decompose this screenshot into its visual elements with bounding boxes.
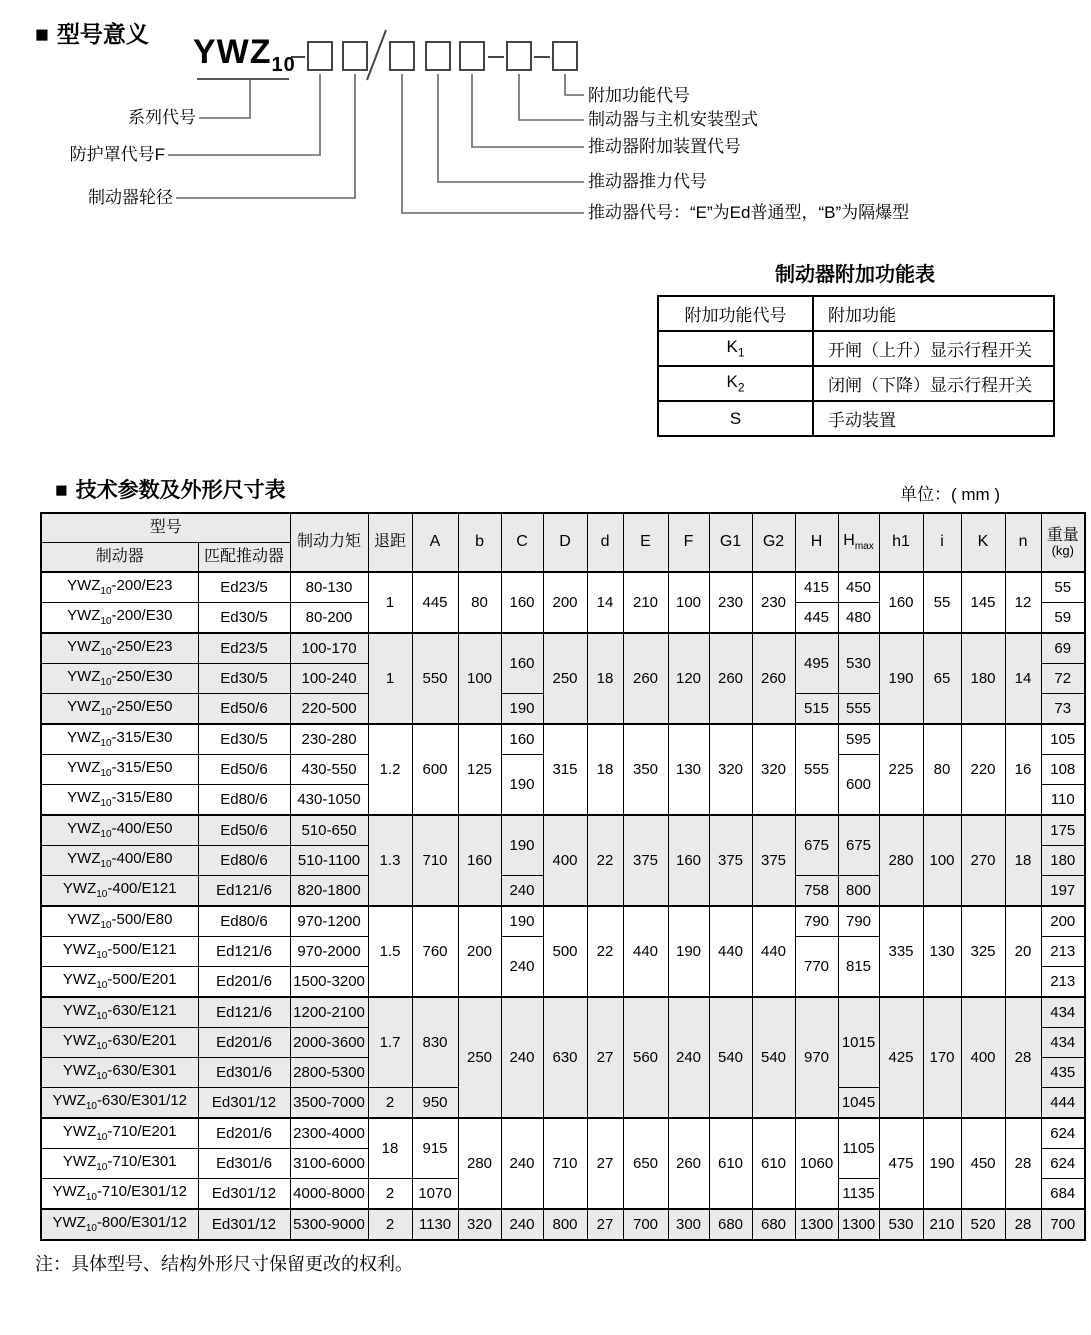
data-cell: 69: [1041, 633, 1085, 664]
table-row: [41, 572, 1085, 603]
data-cell: 425: [879, 997, 923, 1118]
data-cell: 28: [1005, 997, 1041, 1118]
data-cell: 160: [501, 572, 543, 633]
data-cell: 950: [412, 1088, 458, 1119]
data-cell: 210: [623, 572, 668, 633]
data-cell: 240: [668, 997, 709, 1118]
data-cell: 320: [709, 724, 752, 815]
column-header: K: [961, 513, 1005, 572]
data-cell: 260: [752, 633, 795, 724]
data-cell: 815: [838, 937, 879, 998]
model-cell: $YWZ_{10}-250/E50$: [41, 694, 198, 725]
data-cell: 445: [412, 572, 458, 633]
fn-column-header: 附加功能代号: [658, 296, 813, 331]
data-cell: 190: [923, 1118, 961, 1209]
data-cell: Ed50/6: [198, 755, 290, 785]
data-cell: 800: [543, 1209, 587, 1240]
data-cell: 2300-4000: [290, 1118, 368, 1149]
data-cell: 270: [961, 815, 1005, 906]
data-cell: 450: [838, 572, 879, 603]
data-cell: Ed201/6: [198, 1118, 290, 1149]
fn-code-cell: S: [658, 401, 813, 436]
data-cell: 16: [1005, 724, 1041, 815]
data-cell: 73: [1041, 694, 1085, 725]
data-cell: 120: [668, 633, 709, 724]
data-cell: 130: [668, 724, 709, 815]
data-cell: 1105: [838, 1118, 879, 1179]
bullet-square-icon: ■: [55, 479, 68, 502]
data-cell: 1300: [838, 1209, 879, 1240]
table-row: [41, 997, 1085, 1028]
data-cell: 190: [501, 694, 543, 725]
data-cell: 1500-3200: [290, 967, 368, 998]
data-cell: 300: [668, 1209, 709, 1240]
data-cell: 3100-6000: [290, 1149, 368, 1179]
data-cell: 5300-9000: [290, 1209, 368, 1240]
model-cell: $YWZ_{10}-400/E121$: [41, 876, 198, 907]
data-cell: 100: [458, 633, 501, 724]
data-cell: 530: [838, 633, 879, 694]
section-title-tech-params: [55, 474, 286, 504]
data-cell: 59: [1041, 603, 1085, 634]
data-cell: 180: [961, 633, 1005, 724]
data-cell: 14: [587, 572, 623, 633]
data-cell: Ed121/6: [198, 876, 290, 907]
data-cell: 225: [879, 724, 923, 815]
data-cell: 240: [501, 1118, 543, 1209]
data-cell: 700: [623, 1209, 668, 1240]
data-cell: 180: [1041, 846, 1085, 876]
data-cell: Ed301/6: [198, 1058, 290, 1088]
diagram-label-thruster-attachment-code: 推动器附加装置代号: [588, 137, 741, 156]
data-cell: 430-550: [290, 755, 368, 785]
model-cell: $YWZ_{10}-500/E201$: [41, 967, 198, 998]
data-cell: Ed30/5: [198, 664, 290, 694]
column-header: G2: [752, 513, 795, 572]
data-cell: 440: [623, 906, 668, 997]
function-table-title: 制动器附加功能表: [775, 264, 935, 286]
data-cell: 27: [587, 1118, 623, 1209]
data-cell: 1200-2100: [290, 997, 368, 1028]
data-cell: 100: [923, 815, 961, 906]
data-cell: 375: [709, 815, 752, 906]
data-cell: 375: [752, 815, 795, 906]
section-title-text: 型号意义: [56, 21, 149, 47]
data-cell: 350: [623, 724, 668, 815]
data-cell: 100: [668, 572, 709, 633]
data-cell: 400: [543, 815, 587, 906]
column-header: 制动器: [41, 543, 198, 573]
data-cell: 125: [458, 724, 501, 815]
data-cell: 540: [752, 997, 795, 1118]
data-cell: 110: [1041, 785, 1085, 816]
data-cell: 230: [752, 572, 795, 633]
data-cell: 72: [1041, 664, 1085, 694]
column-header: 制动力矩: [290, 513, 368, 572]
data-cell: 520: [961, 1209, 1005, 1240]
data-cell: Ed301/12: [198, 1088, 290, 1119]
data-cell: 55: [923, 572, 961, 633]
model-cell: $YWZ_{10}-315/E50$: [41, 755, 198, 785]
data-cell: 210: [923, 1209, 961, 1240]
data-cell: 100-170: [290, 633, 368, 664]
data-cell: 445: [795, 603, 838, 634]
data-cell: 2: [368, 1088, 412, 1119]
data-cell: 700: [1041, 1209, 1085, 1240]
unit-label: 单位：( mm ): [900, 485, 1001, 504]
data-cell: 790: [838, 906, 879, 937]
data-cell: 220-500: [290, 694, 368, 725]
model-cell: $YWZ_{10}-315/E30$: [41, 724, 198, 755]
data-cell: 600: [412, 724, 458, 815]
data-cell: 197: [1041, 876, 1085, 907]
column-header: D: [543, 513, 587, 572]
bullet-square-icon: ■: [35, 21, 49, 47]
data-cell: 1: [368, 572, 412, 633]
data-cell: 915: [412, 1118, 458, 1179]
data-cell: 160: [668, 815, 709, 906]
data-cell: 190: [501, 906, 543, 937]
model-cell: $YWZ_{10}-200/E30$: [41, 603, 198, 634]
data-cell: 710: [412, 815, 458, 906]
data-cell: 970: [795, 997, 838, 1118]
data-cell: 27: [587, 997, 623, 1118]
data-cell: 18: [587, 724, 623, 815]
table-row: [41, 724, 1085, 755]
fn-function-cell: 手动装置: [813, 401, 1054, 436]
table-row: [41, 906, 1085, 937]
data-cell: 18: [587, 633, 623, 724]
data-cell: 650: [623, 1118, 668, 1209]
data-cell: 555: [838, 694, 879, 725]
data-cell: 160: [501, 724, 543, 755]
data-cell: 510-650: [290, 815, 368, 846]
column-header: i: [923, 513, 961, 572]
model-code-diagram: [0, 0, 1091, 255]
data-cell: 213: [1041, 967, 1085, 998]
data-cell: 240: [501, 997, 543, 1118]
fn-code-cell: $K_2$: [658, 366, 813, 401]
data-cell: 335: [879, 906, 923, 997]
data-cell: Ed50/6: [198, 694, 290, 725]
data-cell: 684: [1041, 1179, 1085, 1210]
function-table: [657, 295, 1055, 437]
data-cell: 80-200: [290, 603, 368, 634]
data-cell: 495: [795, 633, 838, 694]
model-cell: $YWZ_{10}-250/E23$: [41, 633, 198, 664]
data-cell: 65: [923, 633, 961, 724]
data-cell: 325: [961, 906, 1005, 997]
data-cell: 1.3: [368, 815, 412, 906]
column-header: C: [501, 513, 543, 572]
model-cell: $YWZ_{10}-630/E301$: [41, 1058, 198, 1088]
model-cell: $YWZ_{10}-400/E50$: [41, 815, 198, 846]
data-cell: 20: [1005, 906, 1041, 997]
diagram-label-wheel-diameter: 制动器轮径: [88, 188, 173, 207]
data-cell: 213: [1041, 937, 1085, 967]
model-cell: $YWZ_{10}-630/E121$: [41, 997, 198, 1028]
data-cell: 280: [879, 815, 923, 906]
data-cell: Ed23/5: [198, 572, 290, 603]
data-cell: 230: [709, 572, 752, 633]
data-cell: 240: [501, 937, 543, 998]
data-cell: 758: [795, 876, 838, 907]
data-cell: 3500-7000: [290, 1088, 368, 1119]
data-cell: 55: [1041, 572, 1085, 603]
data-cell: 280: [458, 1118, 501, 1209]
column-header: h1: [879, 513, 923, 572]
data-cell: 540: [709, 997, 752, 1118]
data-cell: 80: [923, 724, 961, 815]
data-cell: 18: [368, 1118, 412, 1179]
column-header: F: [668, 513, 709, 572]
data-cell: Ed121/6: [198, 937, 290, 967]
data-cell: 675: [795, 815, 838, 876]
data-cell: 675: [838, 815, 879, 876]
footnote: 注：具体型号、结构外形尺寸保留更改的权利。: [35, 1254, 413, 1274]
data-cell: 260: [668, 1118, 709, 1209]
data-cell: 200: [1041, 906, 1085, 937]
model-cell: $YWZ_{10}-800/E301/12$: [41, 1209, 198, 1240]
data-cell: 560: [623, 997, 668, 1118]
column-header: 匹配推动器: [198, 543, 290, 573]
tech-params-table: [40, 512, 1086, 1241]
data-cell: 630: [543, 997, 587, 1118]
table-row: [41, 1209, 1085, 1240]
data-cell: 450: [961, 1118, 1005, 1209]
column-header: E: [623, 513, 668, 572]
data-cell: 430-1050: [290, 785, 368, 816]
data-cell: 22: [587, 906, 623, 997]
column-header: $H_{max}$: [838, 513, 879, 572]
data-cell: 315: [543, 724, 587, 815]
model-group-header: 型号: [41, 513, 290, 543]
fn-table-row: [658, 401, 1054, 436]
column-header: 退距: [368, 513, 412, 572]
data-cell: 250: [543, 633, 587, 724]
diagram-label-mounting-type: 制动器与主机安装型式: [588, 110, 758, 129]
data-cell: 550: [412, 633, 458, 724]
data-cell: 820-1800: [290, 876, 368, 907]
data-cell: 600: [838, 755, 879, 816]
data-cell: 240: [501, 876, 543, 907]
data-cell: 160: [879, 572, 923, 633]
data-cell: 400: [961, 997, 1005, 1118]
data-cell: 2000-3600: [290, 1028, 368, 1058]
data-cell: 760: [412, 906, 458, 997]
data-cell: Ed201/6: [198, 967, 290, 998]
data-cell: 175: [1041, 815, 1085, 846]
model-cell: $YWZ_{10}-315/E80$: [41, 785, 198, 816]
data-cell: 515: [795, 694, 838, 725]
data-cell: 18: [1005, 815, 1041, 906]
data-cell: 1015: [838, 997, 879, 1088]
data-cell: 415: [795, 572, 838, 603]
data-cell: Ed30/5: [198, 724, 290, 755]
model-cell: $YWZ_{10}-630/E301/12$: [41, 1088, 198, 1119]
column-header: A: [412, 513, 458, 572]
data-cell: 160: [458, 815, 501, 906]
data-cell: 624: [1041, 1118, 1085, 1149]
data-cell: 105: [1041, 724, 1085, 755]
data-cell: Ed121/6: [198, 997, 290, 1028]
data-cell: 200: [543, 572, 587, 633]
data-cell: Ed50/6: [198, 815, 290, 846]
data-cell: 220: [961, 724, 1005, 815]
data-cell: Ed80/6: [198, 906, 290, 937]
data-cell: 710: [543, 1118, 587, 1209]
model-cell: $YWZ_{10}-710/E201$: [41, 1118, 198, 1149]
data-cell: 624: [1041, 1149, 1085, 1179]
data-cell: 1060: [795, 1118, 838, 1209]
data-cell: 2: [368, 1209, 412, 1240]
data-cell: 1300: [795, 1209, 838, 1240]
data-cell: 80-130: [290, 572, 368, 603]
data-cell: 500: [543, 906, 587, 997]
data-cell: Ed201/6: [198, 1028, 290, 1058]
data-cell: 320: [458, 1209, 501, 1240]
data-cell: 2800-5300: [290, 1058, 368, 1088]
data-cell: 1.2: [368, 724, 412, 815]
model-cell: $YWZ_{10}-630/E201$: [41, 1028, 198, 1058]
data-cell: Ed301/12: [198, 1179, 290, 1210]
data-cell: 1.7: [368, 997, 412, 1088]
data-cell: 145: [961, 572, 1005, 633]
data-cell: 170: [923, 997, 961, 1118]
model-cell: $YWZ_{10}-710/E301$: [41, 1149, 198, 1179]
model-cell: $YWZ_{10}-200/E23$: [41, 572, 198, 603]
data-cell: 200: [458, 906, 501, 997]
data-cell: 475: [879, 1118, 923, 1209]
model-cell: $YWZ_{10}-710/E301/12$: [41, 1179, 198, 1210]
data-cell: 190: [501, 755, 543, 816]
diagram-label-series-code: 系列代号: [128, 108, 196, 127]
data-cell: 440: [709, 906, 752, 997]
data-cell: 260: [623, 633, 668, 724]
data-cell: 480: [838, 603, 879, 634]
data-cell: 130: [923, 906, 961, 997]
data-cell: Ed301/6: [198, 1149, 290, 1179]
fn-column-header: 附加功能: [813, 296, 1054, 331]
data-cell: 434: [1041, 997, 1085, 1028]
data-cell: 595: [838, 724, 879, 755]
data-cell: 28: [1005, 1118, 1041, 1209]
data-cell: 1070: [412, 1179, 458, 1210]
data-cell: 680: [709, 1209, 752, 1240]
model-cell: $YWZ_{10}-250/E30$: [41, 664, 198, 694]
data-cell: Ed30/5: [198, 603, 290, 634]
column-header: H: [795, 513, 838, 572]
data-cell: 375: [623, 815, 668, 906]
data-cell: 530: [879, 1209, 923, 1240]
data-cell: 680: [752, 1209, 795, 1240]
table-row: [41, 815, 1085, 846]
data-cell: 108: [1041, 755, 1085, 785]
data-cell: 27: [587, 1209, 623, 1240]
data-cell: 80: [458, 572, 501, 633]
data-cell: 2: [368, 1179, 412, 1210]
diagram-label-extra-function-code: 附加功能代号: [588, 86, 690, 105]
column-header: 重量 (kg): [1041, 513, 1085, 572]
column-header: G1: [709, 513, 752, 572]
data-cell: 1130: [412, 1209, 458, 1240]
section-title-text: 技术参数及外形尺寸表: [75, 479, 286, 502]
data-cell: 970-1200: [290, 906, 368, 937]
data-cell: 1135: [838, 1179, 879, 1210]
model-cell: $YWZ_{10}-400/E80$: [41, 846, 198, 876]
data-cell: 790: [795, 906, 838, 937]
data-cell: 1045: [838, 1088, 879, 1119]
table-row: [41, 633, 1085, 664]
data-cell: 610: [752, 1118, 795, 1209]
model-cell: $YWZ_{10}-500/E80$: [41, 906, 198, 937]
fn-function-cell: 开闸（上升）显示行程开关: [813, 331, 1054, 366]
data-cell: 800: [838, 876, 879, 907]
data-cell: 14: [1005, 633, 1041, 724]
column-header: n: [1005, 513, 1041, 572]
data-cell: 770: [795, 937, 838, 998]
data-cell: Ed80/6: [198, 846, 290, 876]
data-cell: 160: [501, 633, 543, 694]
data-cell: 22: [587, 815, 623, 906]
diagram-label-guard-code: 防护罩代号F: [69, 145, 165, 164]
data-cell: Ed301/12: [198, 1209, 290, 1240]
data-cell: 190: [879, 633, 923, 724]
data-cell: 510-1100: [290, 846, 368, 876]
data-cell: 250: [458, 997, 501, 1118]
data-cell: 28: [1005, 1209, 1041, 1240]
data-cell: 444: [1041, 1088, 1085, 1119]
fn-table-row: [658, 366, 1054, 401]
fn-code-cell: $K_1$: [658, 331, 813, 366]
table-row: [41, 1118, 1085, 1149]
model-cell: $YWZ_{10}-500/E121$: [41, 937, 198, 967]
data-cell: Ed23/5: [198, 633, 290, 664]
data-cell: Ed80/6: [198, 785, 290, 816]
model-code-text: $YWZ_{10}$: [193, 33, 296, 76]
data-cell: 440: [752, 906, 795, 997]
data-cell: 320: [752, 724, 795, 815]
data-cell: 1: [368, 633, 412, 724]
data-cell: 610: [709, 1118, 752, 1209]
data-cell: 230-280: [290, 724, 368, 755]
data-cell: 260: [709, 633, 752, 724]
data-cell: 190: [501, 815, 543, 876]
data-cell: 1.5: [368, 906, 412, 997]
data-cell: 240: [501, 1209, 543, 1240]
data-cell: 555: [795, 724, 838, 815]
data-cell: 435: [1041, 1058, 1085, 1088]
column-header: d: [587, 513, 623, 572]
data-cell: 12: [1005, 572, 1041, 633]
data-cell: 970-2000: [290, 937, 368, 967]
fn-function-cell: 闭闸（下降）显示行程开关: [813, 366, 1054, 401]
data-cell: 830: [412, 997, 458, 1088]
data-cell: 4000-8000: [290, 1179, 368, 1210]
diagram-label-thruster-force-code: 推动器推力代号: [588, 172, 707, 191]
fn-table-row: [658, 331, 1054, 366]
column-header: b: [458, 513, 501, 572]
diagram-label-thruster-code: 推动器代号：“E”为Ed普通型，“B”为隔爆型: [588, 203, 910, 222]
data-cell: 434: [1041, 1028, 1085, 1058]
data-cell: 190: [668, 906, 709, 997]
data-cell: 100-240: [290, 664, 368, 694]
